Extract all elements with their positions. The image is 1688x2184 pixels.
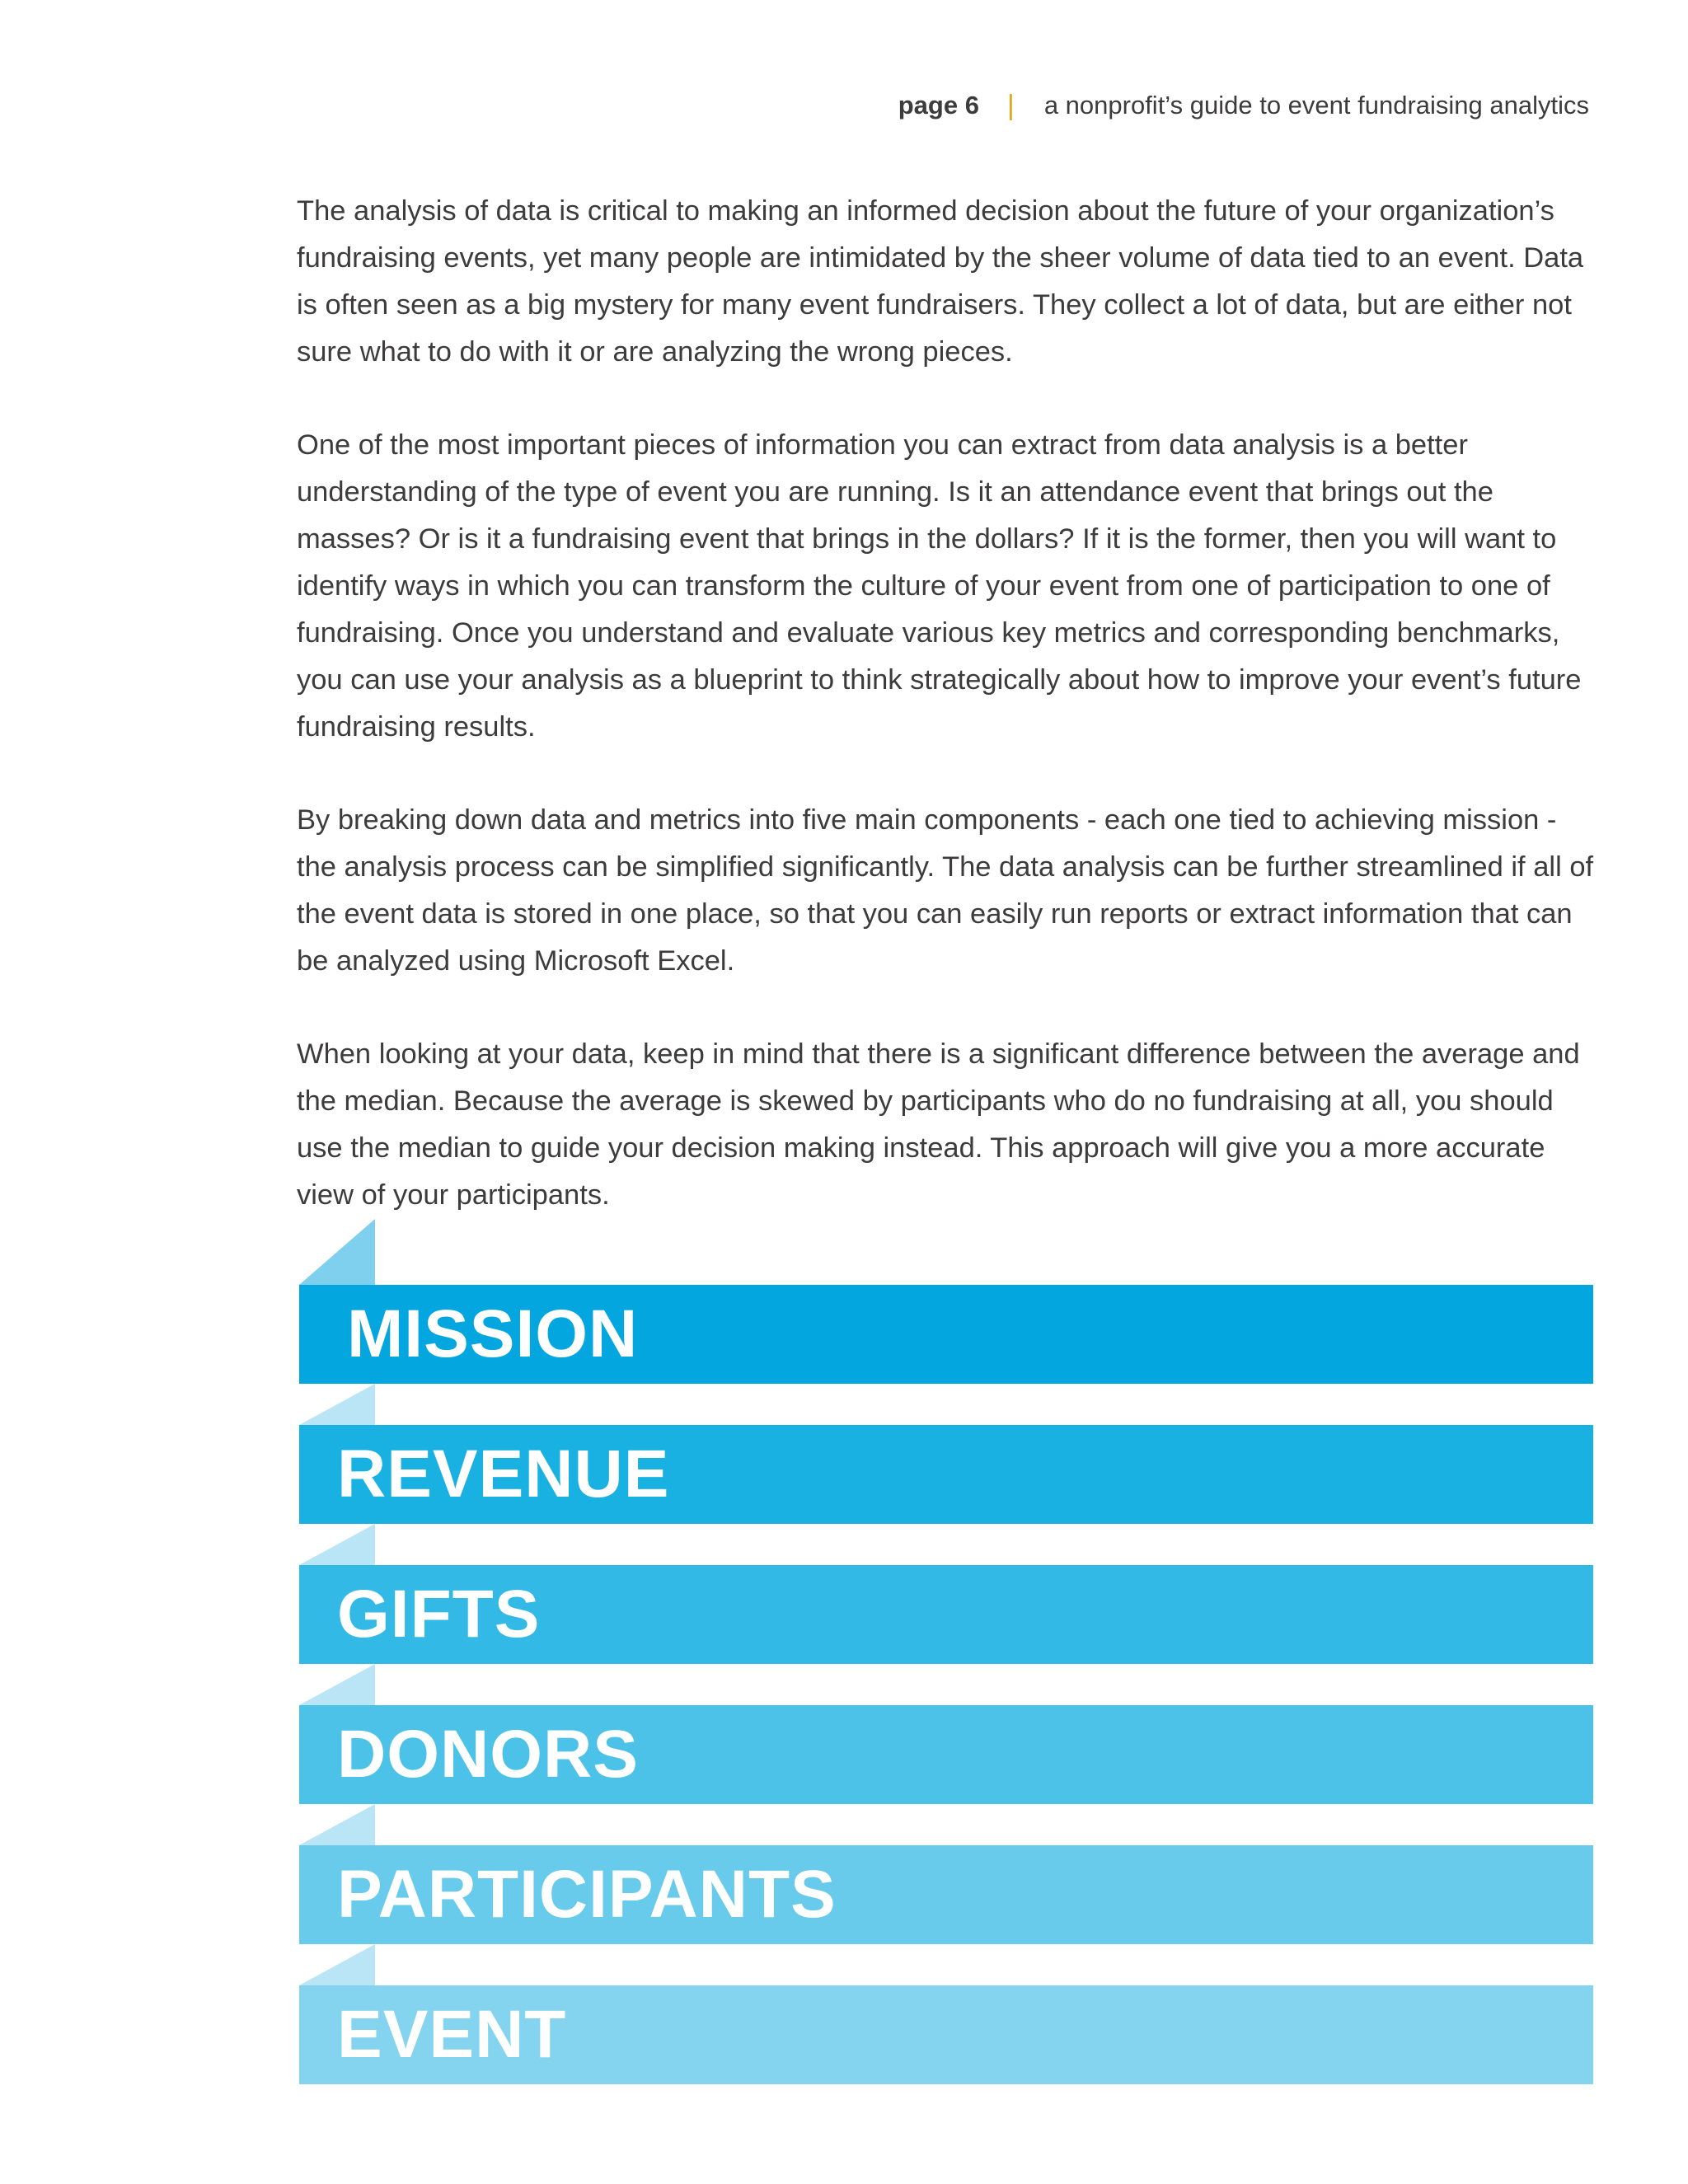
ribbon-label-participants: PARTICIPANTS bbox=[337, 1857, 837, 1932]
ribbon-event bbox=[299, 1985, 1593, 2084]
ribbon-fold bbox=[299, 1639, 375, 1705]
ribbon-fold bbox=[299, 1779, 375, 1845]
ribbon-revenue bbox=[299, 1425, 1593, 1524]
components-ribbon-stack bbox=[299, 1220, 1593, 2088]
ribbon-label-event: EVENT bbox=[337, 1997, 567, 2072]
paragraph-2: One of the most important pieces of information you can extract from data analysis is a better understanding of the type of event you are running. Is it an attendance event that brings out the masses? Or is it a fundraising event that brings in the dollars? If it is the former, then you will want to identify ways in which you can transform the culture of your event from one of participation to one of fundraising. Once you understand and evaluate various key metrics and corresponding benchmarks, you can use your analysis as a blueprint to think strategically about how to improve your event’s future fundraising results. bbox=[297, 429, 1582, 743]
ribbon-fold-shape bbox=[299, 1804, 375, 1845]
paragraph-1: The analysis of data is critical to making an informed decision about the future of your organization’s fundraising events, yet many people are intimidated by the sheer volume of data tied to an event. Data is often seen as a big mystery for many event fundraisers. They collect a lot of data, but are either not sure what to do with it or are analyzing the wrong pieces. bbox=[297, 195, 1584, 368]
paragraph-3: By breaking down data and metrics into five main components - each one tied to achieving mission - the analysis process can be simplified significantly. The data analysis can be further streamlined if all of the event data is stored in one place, so that you can easily run reports or extract information that can be analyzed using Microsoft Excel. bbox=[297, 804, 1594, 977]
ribbon-fold bbox=[299, 1499, 375, 1565]
ribbon-fold-shape bbox=[299, 1664, 375, 1705]
guide-title: a nonprofit’s guide to event fundraising analytics bbox=[1043, 91, 1589, 120]
ribbon-participants bbox=[299, 1845, 1593, 1944]
ribbon-label-mission: MISSION bbox=[347, 1296, 639, 1371]
header-separator: | bbox=[1006, 90, 1015, 121]
ribbon-fold-shape bbox=[299, 1524, 375, 1565]
ribbon-fold-shape bbox=[299, 1384, 375, 1425]
ribbon-fold-shape bbox=[299, 1219, 375, 1285]
body-text bbox=[297, 188, 1595, 1265]
page-number: page 6 bbox=[898, 91, 979, 120]
page-header bbox=[898, 89, 1589, 122]
ribbon-donors bbox=[299, 1705, 1593, 1804]
ribbon-fold bbox=[299, 1219, 375, 1285]
ribbon-fold bbox=[299, 1919, 375, 1985]
ribbon-label-revenue: REVENUE bbox=[337, 1436, 670, 1511]
ribbon-label-gifts: GIFTS bbox=[337, 1577, 541, 1652]
ribbon-fold bbox=[299, 1359, 375, 1425]
ribbon-fold-shape bbox=[299, 1944, 375, 1985]
ribbon-gifts bbox=[299, 1565, 1593, 1664]
paragraph-4: When looking at your data, keep in mind that there is a significant difference between the average and the median. Because the average is skewed by participants who do no fundraising at all, you should use the median to guide your decision making instead. This approach will give you a more accurate view of your participants. bbox=[297, 1038, 1580, 1211]
ribbon-label-donors: DONORS bbox=[337, 1717, 639, 1792]
ribbon-mission bbox=[299, 1285, 1593, 1384]
